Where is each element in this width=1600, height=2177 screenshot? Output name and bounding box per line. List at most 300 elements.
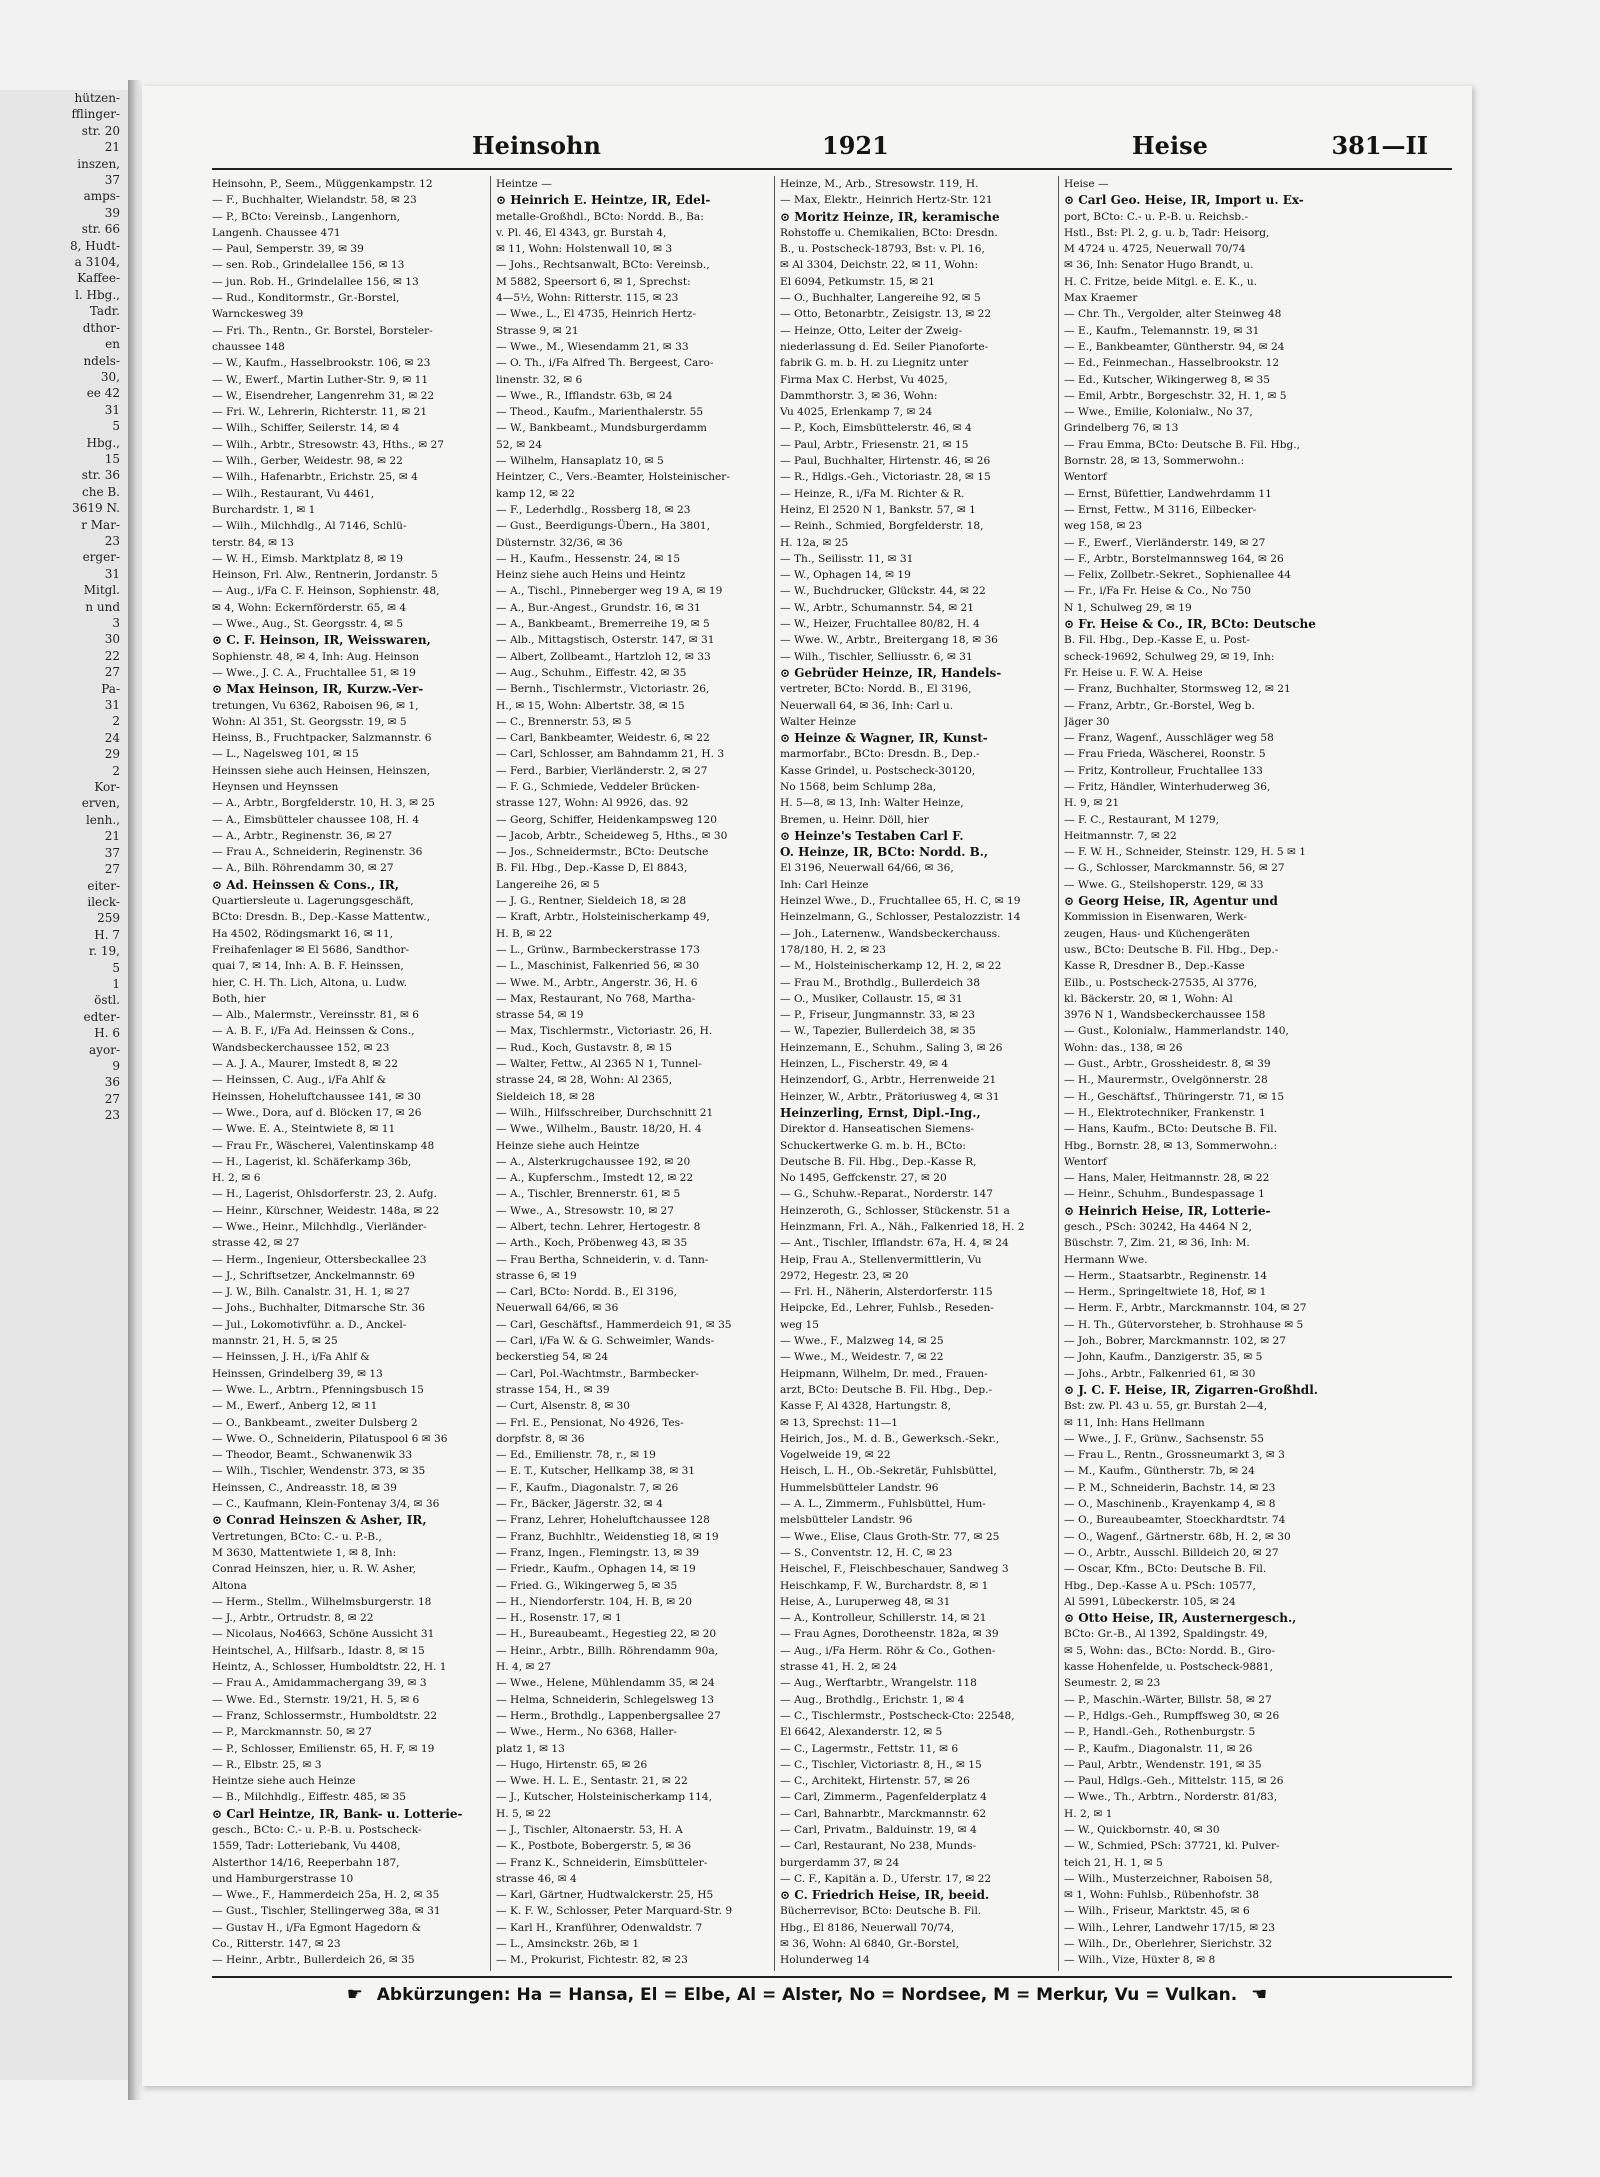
directory-entry: — Wwe. G., Steilshoperstr. 129, ✉ 33 (1064, 878, 1264, 891)
directory-entry: — Aug., Brothdlg., Erichstr. 1, ✉ 4 (780, 1693, 965, 1706)
directory-entry: strasse 24, ✉ 28, Wohn: Al 2365, (496, 1074, 673, 1087)
directory-entry: Wohn: das., 138, ✉ 26 (1064, 1041, 1183, 1054)
directory-entry: ✉ 13, Sprechst: 11—1 (780, 1416, 899, 1429)
directory-page (142, 86, 1472, 2086)
directory-entry: — O., Musiker, Collaustr. 15, ✉ 31 (780, 992, 963, 1005)
directory-entry: M 3630, Mattentwiete 1, ✉ 8, Inh: (212, 1546, 397, 1559)
directory-entry: — Heinr., Arbtr., Bullerdeich 26, ✉ 35 (212, 1954, 415, 1967)
fragment-line: H. 7 (94, 927, 120, 942)
directory-entry (496, 1969, 770, 1971)
header-page-number: 381—II (1331, 131, 1428, 160)
firm-entry: ⊙ Fr. Heise & Co., IR, BCto: Deutsche (1064, 617, 1316, 632)
directory-entry: — Carl, i/Fa W. & G. Schweimler, Wands- (496, 1335, 715, 1348)
directory-entry: Heintzer, C., Vers.-Beamter, Holsteinischer- (496, 471, 730, 484)
directory-entry: Direktor d. Hanseatischen Siemens- (780, 1123, 974, 1136)
directory-entry: Burchardstr. 1, ✉ 1 (212, 503, 316, 516)
directory-entry: — Frl. H., Näherin, Alsterdorferstr. 115 (780, 1286, 993, 1299)
left-page-fragment (0, 90, 128, 2080)
directory-entry: — Rud., Koch, Gustavstr. 8, ✉ 15 (496, 1041, 672, 1054)
directory-entry: Heinssen siehe auch Heinsen, Heinszen, (212, 764, 431, 777)
fragment-line: Mitgl. (83, 583, 120, 598)
directory-entry: — W., Kaufm., Hasselbrookstr. 106, ✉ 23 (212, 357, 431, 370)
directory-entry: — W., Buchdrucker, Glückstr. 44, ✉ 22 (780, 585, 986, 598)
directory-entry: — Hans, Maler, Heitmannstr. 28, ✉ 22 (1064, 1172, 1270, 1185)
directory-entry: — Heinze, Otto, Leiter der Zweig- (780, 324, 963, 337)
directory-entry: — Wilh., Tischler, Selliusstr. 6, ✉ 31 (780, 650, 973, 663)
directory-entry: — Wilh., Tischler, Wendenstr. 373, ✉ 35 (212, 1465, 426, 1478)
directory-entry: — F. W. H., Schneider, Steinstr. 129, H. 5 ✉ 1 (1064, 846, 1307, 859)
directory-entry: — Kraft, Arbtr., Holsteinischerkamp 49, (496, 911, 710, 924)
directory-entry: — A., Bilh. Röhrendamm 30, ✉ 27 (212, 862, 394, 875)
directory-entry: — A., Eimsbütteler chaussee 108, H. 4 (212, 813, 420, 826)
directory-entry: — O., Wagenf., Gärtnerstr. 68b, H. 2, ✉ 30 (1064, 1530, 1291, 1543)
directory-entry: — P., Handl.-Geh., Rothenburgstr. 5 (1064, 1726, 1256, 1739)
directory-entry: Heinz siehe auch Heins und Heintz (496, 569, 686, 582)
firm-entry: ⊙ Gebrüder Heinze, IR, Handels- (780, 665, 1002, 680)
directory-entry: H. 2, ✉ 1 (1064, 1807, 1113, 1820)
directory-entry: — J. G., Rentner, Sieldeich 18, ✉ 28 (496, 895, 687, 908)
column-2 (496, 176, 770, 1971)
directory-entry: — J. W., Bilh. Canalstr. 31, H. 1, ✉ 27 (212, 1286, 411, 1299)
directory-entry: Heintze — (496, 178, 552, 190)
directory-entry: — Paul, Hdlgs.-Geh., Mittelstr. 115, ✉ 26 (1064, 1775, 1284, 1788)
fragment-line: lenh., (85, 812, 120, 827)
directory-entry: — Frau Frieda, Wäscherei, Roonstr. 5 (1064, 748, 1266, 761)
directory-entry (1064, 1969, 1354, 1971)
fragment-line: 27 (104, 665, 120, 680)
firm-entry: ⊙ Conrad Heinszen & Asher, IR, (212, 1513, 427, 1528)
directory-entry: 52, ✉ 24 (496, 438, 542, 451)
directory-entry: Heinzer, W., Arbtr., Prätoriusweg 4, ✉ 31 (780, 1090, 1000, 1103)
fragment-line: dthor- (82, 320, 120, 335)
directory-entry: H. 5—8, ✉ 13, Inh: Walter Heinze, (780, 797, 964, 810)
fragment-line: Pa- (101, 681, 120, 696)
fragment-line: 21 (104, 829, 120, 844)
directory-entry: Heinzmann, Frl. A., Näh., Falkenried 18, H. 2 (780, 1221, 1025, 1233)
firm-entry: ⊙ Heinrich Heise, IR, Lotterie- (1064, 1203, 1271, 1218)
directory-entry: — L., Maschinist, Falkenried 56, ✉ 30 (496, 960, 700, 973)
header-right-name: Heise (1132, 131, 1208, 160)
directory-entry: — Aug., Werftarbtr., Wrangelstr. 118 (780, 1677, 977, 1690)
directory-entry: Freihafenlager ✉ El 5686, Sandthor- (212, 943, 410, 956)
directory-entry: — Wilh., Milchhdlg., Al 7146, Schlü- (212, 520, 407, 533)
directory-entry: ✉ Al 3304, Deichstr. 22, ✉ 11, Wohn: (780, 259, 979, 272)
fragment-line: Hbg., (86, 435, 120, 450)
directory-entry: Heinssen, C., Andreasstr. 18, ✉ 39 (212, 1481, 397, 1494)
directory-entry: — Ernst, Büfettier, Landwehrdamm 11 (1064, 487, 1272, 500)
directory-entry: — Wwe., F., Malzweg 14, ✉ 25 (780, 1335, 944, 1348)
directory-entry: — Jos., Schneidermstr., BCto: Deutsche (496, 846, 709, 859)
column-divider (490, 176, 491, 1971)
directory-entry: — Heinssen, J. H., i/Fa Ahlf & (212, 1351, 370, 1364)
directory-entry: — Joh., Laternenw., Wandsbeckerchauss. (780, 927, 1001, 940)
fragment-line: eiter- (87, 878, 120, 893)
directory-entry: strasse 54, ✉ 19 (496, 1009, 584, 1022)
directory-entry: — Franz, Wagenf., Ausschläger weg 58 (1064, 732, 1274, 745)
directory-entry: — W., Tapezier, Bullerdeich 38, ✉ 35 (780, 1025, 976, 1038)
directory-entry: — Herm., Springeltwiete 18, Hof, ✉ 1 (1064, 1286, 1267, 1299)
firm-entry: ⊙ Moritz Heinze, IR, keramische (780, 209, 1000, 224)
firm-entry: Heinzerling, Ernst, Dipl.-Ing., (780, 1105, 981, 1120)
directory-entry (212, 1969, 486, 1971)
directory-entry: Fr. Heise u. F. W. A. Heise (1064, 666, 1203, 679)
directory-entry: Heinzel Wwe., D., Fruchtallee 65, H. C, ✉ 19 (780, 895, 1021, 908)
header-year: 1921 (822, 131, 889, 160)
directory-entry: — O., Buchhalter, Langereihe 92, ✉ 5 (780, 292, 981, 305)
directory-entry: — Johs., Buchhalter, Ditmarsche Str. 36 (212, 1302, 426, 1315)
fragment-line: 37 (104, 845, 120, 860)
fragment-line: Tadr. (89, 304, 120, 319)
directory-entry: — Gust., Beerdigungs-Übern., Ha 3801, (496, 520, 711, 533)
directory-entry: — A., Arbtr., Borgfelderstr. 10, H. 3, ✉ 25 (212, 797, 435, 810)
directory-entry: — F., Arbtr., Borstelmannsweg 164, ✉ 26 (1064, 552, 1284, 565)
directory-entry: B., u. Postscheck-18793, Bst: v. Pl. 16, (780, 243, 985, 256)
directory-entry: Heinsohn, P., Seem., Müggenkampstr. 12 (212, 178, 433, 190)
directory-entry: — Gust., Kolonialw., Hammerlandstr. 140, (1064, 1025, 1289, 1038)
directory-entry: — Wwe., Th., Arbtrn., Norderstr. 81/83, (1064, 1791, 1278, 1804)
directory-entry: — Wwe. Ed., Sternstr. 19/21, H. 5, ✉ 6 (212, 1693, 420, 1706)
fragment-line: 8, Hudt- (69, 238, 120, 253)
directory-entry: Hbg., El 8186, Neuerwall 70/74, (780, 1921, 955, 1934)
directory-entry: — Aug., Schuhm., Eiffestr. 42, ✉ 35 (496, 666, 687, 679)
fragment-line: edter- (83, 1009, 120, 1024)
fragment-line: 30, (100, 369, 120, 384)
directory-entry: — Curt, Alsenstr. 8, ✉ 30 (496, 1400, 631, 1413)
header-rule (212, 168, 1452, 170)
directory-entry: — J., Kutscher, Holsteinischerkamp 114, (496, 1791, 712, 1804)
directory-entry: — H., Elektrotechniker, Frankenstr. 1 (1064, 1106, 1266, 1119)
directory-entry: — Carl, Privatm., Balduinstr. 19, ✉ 4 (780, 1823, 977, 1836)
directory-entry: H. 5, ✉ 22 (496, 1807, 552, 1820)
column-divider (774, 176, 775, 1971)
directory-entry: Heinzen, L., Fischerstr. 49, ✉ 4 (780, 1058, 949, 1071)
directory-entry: — O., Arbtr., Ausschl. Billdeich 20, ✉ 27 (1064, 1546, 1279, 1559)
directory-entry: port, BCto: C.- u. P.-B. u. Reichsb.- (1064, 210, 1249, 223)
directory-entry: Hummelsbütteler Landstr. 96 (780, 1481, 939, 1494)
directory-entry: — L., Nagelsweg 101, ✉ 15 (212, 748, 359, 761)
directory-entry: Heinzeroth, G., Schlosser, Stückenstr. 51 a (780, 1204, 1010, 1217)
abbreviations-footer (142, 1984, 1472, 2005)
directory-entry: kl. Bäckerstr. 20, ✉ 1, Wohn: Al (1064, 992, 1233, 1005)
fragment-line: Kor- (94, 780, 120, 795)
directory-entry: — Ed., Emilienstr. 78, r., ✉ 19 (496, 1449, 656, 1462)
directory-entry: Heintz, A., Schlosser, Humboldtstr. 22, H. 1 (212, 1661, 447, 1674)
directory-entry: Kommission in Eisenwaren, Werk- (1064, 911, 1247, 924)
pointing-hand-icon: ☛ (346, 1984, 363, 2005)
fragment-line: 31 (104, 698, 120, 713)
directory-entry: — Paul, Buchhalter, Hirtenstr. 46, ✉ 26 (780, 455, 991, 468)
directory-entry: vertreter, BCto: Nordd. B., El 3196, (780, 683, 972, 696)
directory-entry: — W., Quickbornstr. 40, ✉ 30 (1064, 1823, 1220, 1836)
directory-entry: — Wilhelm, Hansaplatz 10, ✉ 5 (496, 455, 664, 468)
fragment-line: inszen, (77, 156, 120, 171)
fragment-line: l. Hbg., (75, 287, 120, 302)
directory-entry: El 6642, Alexanderstr. 12, ✉ 5 (780, 1726, 943, 1739)
fragment-line: str. 20 (81, 123, 120, 138)
directory-entry: burgerdamm 37, ✉ 24 (780, 1856, 900, 1869)
directory-entry: Warnckesweg 39 (212, 308, 304, 321)
directory-entry: — Gust., Tischler, Stellingerweg 38a, ✉ 31 (212, 1905, 441, 1918)
directory-entry: — C. F., Kapitän a. D., Uferstr. 17, ✉ 22 (780, 1872, 992, 1885)
directory-entry: — Bernh., Tischlermstr., Victoriastr. 26, (496, 683, 710, 696)
directory-entry: — O., Bankbeamt., zweiter Dulsberg 2 (212, 1416, 418, 1429)
directory-entry: B. Fil. Hbg., Dep.-Kasse E, u. Post- (1064, 634, 1250, 647)
directory-entry: Grindelberg 76, ✉ 13 (1064, 422, 1179, 435)
directory-entry: — Jacob, Arbtr., Scheideweg 5, Hths., ✉ 30 (496, 829, 728, 842)
directory-entry: terstr. 84, ✉ 13 (212, 536, 294, 549)
directory-entry: — R., Hdlgs.-Geh., Victoriastr. 28, ✉ 15 (780, 471, 991, 484)
directory-entry: — W., Arbtr., Schumannstr. 54, ✉ 21 (780, 601, 974, 614)
directory-entry: — Franz, Arbtr., Gr.-Borstel, Weg b. (1064, 699, 1255, 712)
directory-entry: — H., Lagerist, kl. Schäferkamp 36b, (212, 1155, 412, 1168)
page-fold (128, 80, 142, 2100)
fragment-line: en (105, 337, 120, 352)
directory-entry: Büschstr. 7, Zim. 21, ✉ 36, Inh: M. (1064, 1237, 1250, 1250)
fragment-line: Kaffee- (77, 271, 120, 286)
directory-entry: H. 9, ✉ 21 (1064, 797, 1120, 810)
directory-entry: Co., Ritterstr. 147, ✉ 23 (212, 1938, 341, 1951)
directory-entry: M 4724 u. 4725, Neuerwall 70/74 (1064, 243, 1246, 256)
directory-entry: Both, hier (212, 992, 266, 1005)
column-1 (212, 176, 486, 1971)
directory-entry: Düsternstr. 32/36, ✉ 36 (496, 536, 623, 549)
directory-entry: — Wwe., Heinr., Milchhdlg., Vierländer- (212, 1221, 427, 1233)
directory-entry: — Ed., Kutscher, Wikingerweg 8, ✉ 35 (1064, 373, 1270, 386)
directory-entry: Wandsbeckerchaussee 152, ✉ 23 (212, 1041, 390, 1054)
fragment-line: ayor- (89, 1042, 120, 1057)
directory-entry: — P., Hdlgs.-Geh., Rumpffsweg 30, ✉ 26 (1064, 1709, 1280, 1722)
directory-entry: — Otto, Betonarbtr., Zeisigstr. 13, ✉ 22 (780, 308, 992, 321)
directory-entry: El 3196, Neuerwall 64/66, ✉ 36, (780, 862, 954, 875)
directory-entry: — Franz K., Schneiderin, Eimsbütteler- (496, 1856, 708, 1869)
directory-entry: — Gust., Arbtr., Grossheidestr. 8, ✉ 39 (1064, 1058, 1271, 1071)
directory-entry: — H., Lagerist, Ohlsdorferstr. 23, 2. Aufg. (212, 1188, 437, 1201)
directory-entry: — Wwe., Helene, Mühlendamm 35, ✉ 24 (496, 1677, 715, 1690)
directory-entry: — Chr. Th., Vergolder, alter Steinweg 48 (1064, 308, 1282, 321)
fragment-line: n und (85, 599, 120, 614)
directory-entry: — P., Kaufm., Diagonalstr. 11, ✉ 26 (1064, 1742, 1253, 1755)
directory-entry: — M., Holsteinischerkamp 12, H. 2, ✉ 22 (780, 960, 1002, 973)
directory-entry: — Heinr., Schuhm., Bundespassage 1 (1064, 1188, 1265, 1201)
directory-entry: — C., Tischlermstr., Postscheck-Cto: 22548, (780, 1709, 1015, 1722)
directory-entry: — W., Ophagen 14, ✉ 19 (780, 569, 911, 582)
directory-entry: — Frau A., Amidammachergang 39, ✉ 3 (212, 1677, 427, 1690)
directory-entry: — P., Marckmannstr. 50, ✉ 27 (212, 1726, 372, 1739)
fragment-line: r Mar- (81, 517, 120, 532)
directory-entry: Heinzendorf, G., Arbtr., Herrenweide 21 (780, 1074, 997, 1087)
directory-entry: ✉ 4, Wohn: Eckernförderstr. 65, ✉ 4 (212, 601, 407, 614)
directory-entry: Heip, Frau A., Stellenvermittlerin, Vu (780, 1253, 982, 1266)
directory-entry: — Wilh., Restaurant, Vu 4461, (212, 487, 375, 500)
fragment-line: 27 (104, 862, 120, 877)
directory-entry: — P. M., Schneiderin, Bachstr. 14, ✉ 23 (1064, 1481, 1276, 1494)
directory-entry: beckerstieg 54, ✉ 24 (496, 1351, 609, 1364)
fragment-line: 37 (104, 173, 120, 188)
directory-entry: Heinssen, Grindelberg 39, ✉ 13 (212, 1367, 383, 1380)
fragment-line: 5 (112, 960, 120, 975)
directory-entry: — Fri. Th., Rentn., Gr. Borstel, Borsteler- (212, 324, 433, 337)
directory-entry: — Frau L., Rentn., Grossneumarkt 3, ✉ 3 (1064, 1449, 1285, 1462)
directory-entry: — Wwe., M., Wiesendamm 21, ✉ 33 (496, 340, 689, 353)
directory-entry: Strasse 9, ✉ 21 (496, 324, 579, 337)
directory-entry: chaussee 148 (212, 340, 285, 353)
directory-entry: H. 12a, ✉ 25 (780, 536, 849, 549)
directory-entry: — P., Schlosser, Emilienstr. 65, H. F, ✉ 19 (212, 1742, 435, 1755)
directory-entry: — A. J. A., Maurer, Imstedt 8, ✉ 22 (212, 1058, 399, 1071)
directory-entry: — Frau M., Brothdlg., Bullerdeich 38 (780, 976, 980, 989)
directory-entry: Schuckertwerke G. m. b. H., BCto: (780, 1139, 966, 1152)
directory-entry: — F. G., Schmiede, Veddeler Brücken- (496, 780, 700, 793)
directory-entry: Heise, A., Luruperweg 48, ✉ 31 (780, 1595, 951, 1608)
directory-entry: — Herm., Staatsarbtr., Reginenstr. 14 (1064, 1269, 1268, 1282)
directory-entry: No 1568, beim Schlump 28a, (780, 780, 937, 793)
fragment-line: a 3104, (74, 255, 120, 270)
directory-entry: — Wilh., Gerber, Weidestr. 98, ✉ 22 (212, 455, 403, 468)
directory-entry: mannstr. 21, H. 5, ✉ 25 (212, 1335, 338, 1348)
directory-entry: — Heinr., Arbtr., Billh. Röhrendamm 90a, (496, 1644, 718, 1657)
directory-entry: — Th., Seilisstr. 11, ✉ 31 (780, 552, 914, 565)
directory-entry: — John, Kaufm., Danzigerstr. 35, ✉ 5 (1064, 1351, 1263, 1364)
directory-entry: — W., Heizer, Fruchtallee 80/82, H. 4 (780, 618, 980, 631)
directory-entry: — Franz, Ingen., Flemingstr. 13, ✉ 39 (496, 1546, 700, 1559)
fragment-line: erven, (81, 796, 120, 811)
fragment-line: 30 (104, 632, 120, 647)
directory-entry: Dammthorstr. 3, ✉ 36, Wohn: (780, 389, 938, 402)
directory-entry: — Frau A., Schneiderin, Reginenstr. 36 (212, 846, 423, 859)
directory-entry: Heinze, M., Arb., Stresowstr. 119, H. (780, 178, 979, 190)
fragment-line: 23 (104, 533, 120, 548)
firm-entry: O. Heinze, IR, BCto: Nordd. B., (780, 845, 989, 860)
directory-entry: strasse 6, ✉ 19 (496, 1269, 577, 1282)
fragment-line: r. 19, (88, 944, 120, 959)
directory-entry: — Franz, Lehrer, Hoheluftchaussee 128 (496, 1514, 710, 1527)
directory-entry: — Frau Agnes, Dorotheenstr. 182a, ✉ 39 (780, 1628, 999, 1641)
directory-entry: — Wwe., M., Weidestr. 7, ✉ 22 (780, 1351, 944, 1364)
directory-entry: — F., Buchhalter, Wielandstr. 58, ✉ 23 (212, 194, 417, 207)
directory-entry: — Gustav H., i/Fa Egmont Hagedorn & (212, 1921, 422, 1934)
directory-entry: strasse 127, Wohn: Al 9926, das. 92 (496, 797, 689, 810)
directory-entry: — Carl, Geschäftsf., Hammerdeich 91, ✉ 35 (496, 1318, 732, 1331)
directory-entry: — E. T., Kutscher, Hellkamp 38, ✉ 31 (496, 1465, 696, 1478)
directory-entry: — J., Schriftsetzer, Anckelmannstr. 69 (212, 1269, 415, 1282)
directory-entry: — P., Maschin.-Wärter, Billstr. 58, ✉ 27 (1064, 1693, 1272, 1706)
directory-entry: — Carl, Schlosser, am Bahndamm 21, H. 3 (496, 748, 725, 761)
fragment-line: amps- (83, 189, 120, 204)
directory-entry: — Wwe., Elise, Claus Groth-Str. 77, ✉ 25 (780, 1530, 1000, 1543)
directory-entry: und Hamburgerstrasse 10 (212, 1872, 354, 1885)
directory-entry: Heinson, Frl. Alw., Rentnerin, Jordanstr. 5 (212, 569, 438, 582)
directory-entry: 2972, Hegestr. 23, ✉ 20 (780, 1269, 909, 1282)
directory-entry: — Franz, Buchhalter, Stormsweg 12, ✉ 21 (1064, 683, 1291, 696)
directory-entry: metalle-Großhdl., BCto: Nordd. B., Ba: (496, 210, 704, 223)
directory-entry: — M., Prokurist, Fichtestr. 82, ✉ 23 (496, 1954, 688, 1967)
directory-entry: Jäger 30 (1064, 715, 1110, 728)
directory-entry: Heinzemann, E., Schuhm., Saling 3, ✉ 26 (780, 1041, 1003, 1054)
directory-entry: — Carl, Bankbeamter, Weidestr. 6, ✉ 22 (496, 732, 710, 745)
directory-entry: El 6094, Petkumstr. 15, ✉ 21 (780, 275, 935, 288)
fragment-line: ee 42 (86, 386, 120, 401)
directory-entry: ✉ 11, Inh: Hans Hellmann (1064, 1416, 1205, 1429)
firm-entry: ⊙ Georg Heise, IR, Agentur und (1064, 894, 1278, 909)
directory-entry: Al 5991, Lübeckerstr. 105, ✉ 24 (1064, 1595, 1236, 1608)
directory-entry: gesch., PSch: 30242, Ha 4464 N 2, (1064, 1221, 1252, 1233)
directory-entry: — Wwe., A., Stresowstr. 10, ✉ 27 (496, 1204, 675, 1217)
fragment-line: 5 (112, 419, 120, 434)
directory-entry: Kasse R, Dresdner B., Dep.-Kasse (1064, 960, 1245, 973)
directory-entry: — G., Schlosser, Marckmannstr. 56, ✉ 27 (1064, 862, 1285, 875)
directory-entry: — Wwe., Herm., No 6368, Haller- (496, 1726, 677, 1739)
directory-entry: — O., Bureaubeamter, Stoeckhardtstr. 74 (1064, 1514, 1286, 1527)
fragment-line: 2 (112, 714, 120, 729)
directory-entry: — Hugo, Hirtenstr. 65, ✉ 26 (496, 1758, 648, 1771)
directory-entry: — Georg, Schiffer, Heidenkampsweg 120 (496, 813, 717, 826)
directory-entry: BCto: Dresdn. B., Dep.-Kasse Mattentw., (212, 911, 430, 924)
fragment-line: H. 6 (94, 1026, 120, 1041)
directory-entry: Vogelweide 19, ✉ 22 (780, 1449, 891, 1462)
fragment-line: 27 (104, 1091, 120, 1106)
directory-entry: — H., Maurermstr., Ovelgönnerstr. 28 (1064, 1074, 1268, 1087)
directory-entry: — H., Rosenstr. 17, ✉ 1 (496, 1612, 622, 1625)
directory-entry: — Wwe. O., Schneiderin, Pilatuspool 6 ✉ 36 (212, 1432, 448, 1445)
column-divider (1058, 176, 1059, 1971)
directory-entry: — Fri. W., Lehrerin, Richterstr. 11, ✉ 21 (212, 406, 428, 419)
directory-entry: strasse 46, ✉ 4 (496, 1872, 577, 1885)
directory-entry: gesch., BCto: C.- u. P.-B. u. Postscheck- (212, 1823, 422, 1836)
directory-entry: Langenh. Chaussee 471 (212, 226, 341, 239)
directory-entry: Bremen, u. Heinr. Döll, hier (780, 813, 929, 826)
directory-entry: marmorfabr., BCto: Dresdn. B., Dep.- (780, 748, 980, 761)
directory-entry: ✉ 36, Inh: Senator Hugo Brandt, u. (1064, 259, 1254, 272)
directory-entry: — Wwe., J. C. A., Fruchtallee 51, ✉ 19 (212, 666, 416, 679)
directory-entry: Hbg., Bornstr. 28, ✉ 13, Sommerwohn.: (1064, 1139, 1278, 1152)
directory-entry: — E., Kaufm., Telemannstr. 19, ✉ 31 (1064, 324, 1260, 337)
directory-entry: Walter Heinze (780, 715, 857, 728)
directory-entry: Kasse F, Al 4328, Hartungstr. 8, (780, 1400, 952, 1413)
fragment-line: 31 (104, 402, 120, 417)
directory-entry: — R., Elbstr. 25, ✉ 3 (212, 1758, 322, 1771)
fragment-line: 259 (97, 911, 120, 926)
directory-entry: — A., Tischler, Brennerstr. 61, ✉ 5 (496, 1188, 681, 1201)
directory-entry: Heinss, B., Fruchtpacker, Salzmannstr. 6 (212, 732, 432, 745)
directory-entry: — Heinze, R., i/Fa M. Richter & R. (780, 487, 965, 500)
directory-entry: — Carl, Pol.-Wachtmstr., Barmbecker- (496, 1367, 699, 1380)
directory-entry: — H., Bureaubeamt., Hegestieg 22, ✉ 20 (496, 1628, 717, 1641)
directory-entry: — Alb., Mittagstisch, Osterstr. 147, ✉ 31 (496, 634, 715, 647)
directory-entry: Neuerwall 64, ✉ 36, Inh: Carl u. (780, 699, 954, 712)
directory-entry: H. B, ✉ 22 (496, 927, 553, 940)
directory-entry: — Frau Emma, BCto: Deutsche B. Fil. Hbg., (1064, 438, 1301, 451)
directory-entry: Bst: zw. Pl. 43 u. 55, gr. Burstah 2—4, (1064, 1400, 1268, 1413)
directory-entry: — Joh., Bobrer, Marckmannstr. 102, ✉ 27 (1064, 1335, 1287, 1348)
directory-entry: — A., Bur.-Angest., Grundstr. 16, ✉ 31 (496, 601, 701, 614)
directory-entry: Bornstr. 28, ✉ 13, Sommerwohn.: (1064, 455, 1245, 468)
directory-entry: — Ed., Feinmechan., Hasselbrookstr. 12 (1064, 357, 1280, 370)
firm-entry: ⊙ Max Heinson, IR, Kurzw.-Ver- (212, 682, 424, 697)
directory-entry: Heinze siehe auch Heintze (496, 1139, 640, 1152)
firm-entry: ⊙ C. F. Heinson, IR, Weisswaren, (212, 633, 431, 648)
directory-entry: Heinz, El 2520 N 1, Bankstr. 57, ✉ 1 (780, 503, 976, 516)
firm-entry: ⊙ Carl Heintze, IR, Bank- u. Lotterie- (212, 1806, 463, 1821)
directory-entry: — Nicolaus, No4663, Schöne Aussicht 31 (212, 1628, 435, 1641)
directory-entry: — Franz, Schlossermstr., Humboldtstr. 22 (212, 1709, 438, 1722)
directory-entry: ✉ 36, Wohn: Al 6840, Gr.-Borstel, (780, 1938, 959, 1951)
directory-entry: ✉ 11, Wohn: Holstenwall 10, ✉ 3 (496, 243, 673, 256)
directory-entry: B. Fil. Hbg., Dep.-Kasse D, El 8843, (496, 862, 688, 875)
directory-entry: — Wwe., J. F., Grünw., Sachsenstr. 55 (1064, 1432, 1265, 1445)
directory-entry: — F., Ewerf., Vierländerstr. 149, ✉ 27 (1064, 536, 1266, 549)
directory-entry: — J., Arbtr., Ortrudstr. 8, ✉ 22 (212, 1612, 374, 1625)
footer-rule (212, 1976, 1452, 1978)
